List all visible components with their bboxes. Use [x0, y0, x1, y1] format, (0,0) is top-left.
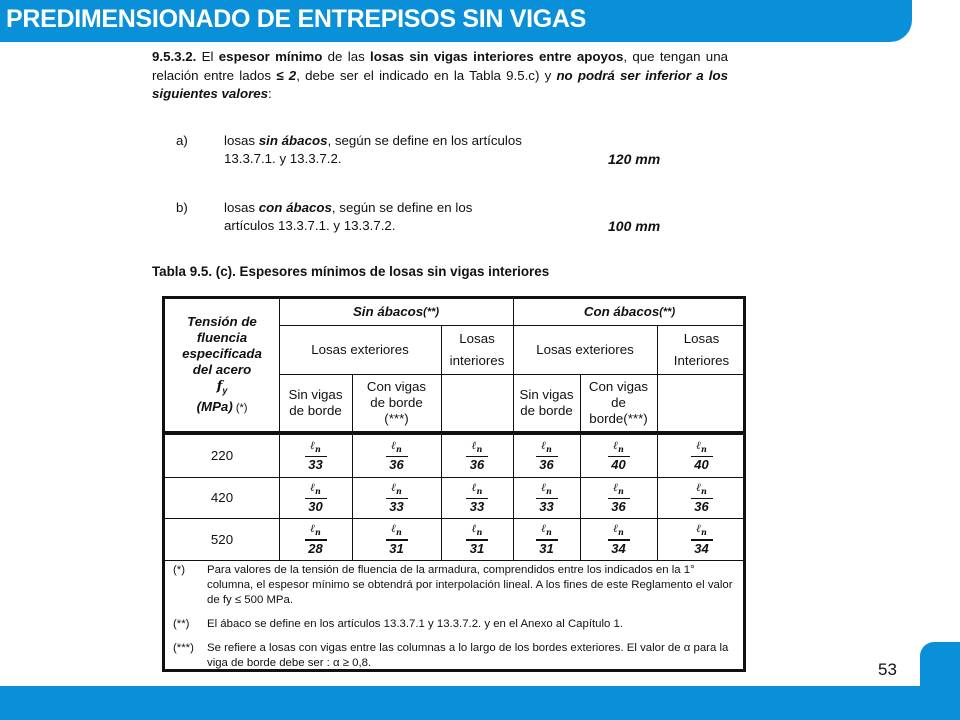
fy-symbol: $f_y$: [216, 379, 228, 396]
divisor: 36: [694, 499, 709, 515]
para-bold: espesor mínimo: [218, 49, 323, 64]
item-label: b): [176, 200, 188, 215]
item-pre: losas: [224, 133, 259, 148]
table-caption: Tabla 9.5. (c). Espesores mínimos de losas sin vigas interiores: [152, 264, 550, 279]
header-losas-interiores-2: [657, 325, 746, 374]
fy-value: 520: [210, 531, 234, 547]
header-text: Losas: [683, 330, 720, 346]
note-mark: (***): [173, 642, 194, 654]
note-mark: (*): [173, 564, 186, 576]
header-losas-exteriores-2: Losas exteriores: [536, 341, 634, 357]
divisor: 31: [469, 540, 485, 556]
divisor: 33: [308, 457, 323, 473]
header-text: Con ábacos: [583, 304, 660, 319]
item-text: [224, 132, 524, 168]
header-text: Losas: [459, 330, 495, 346]
fraction: [691, 440, 713, 473]
thickness-fraction: [279, 478, 352, 518]
para-text: :: [268, 86, 272, 101]
header-con-vigas: Con vigas de borde (***): [366, 378, 427, 426]
header-text: fluencia: [196, 330, 248, 346]
item-bold: con ábacos: [258, 200, 332, 215]
thickness-fraction: [513, 435, 580, 477]
note-text: El ábaco se define en los artículos 13.3.7.1 y 13.3.7.2. y en el Anexo al Capítulo 1.: [207, 618, 624, 630]
fraction: [386, 482, 408, 515]
ln-symbol: ℓ$_n$: [613, 480, 624, 496]
item-post: , según se define en los artículos 13.3.7.1. y 13.3.7.2.: [224, 133, 522, 166]
divisor: 31: [539, 540, 554, 556]
item-value: 100 mm: [608, 218, 661, 234]
divisor: 36: [389, 457, 404, 473]
divisor: 36: [469, 457, 485, 473]
ln-symbol: ℓ$_n$: [391, 522, 402, 538]
fraction: [691, 523, 713, 556]
ln-symbol: ℓ$_n$: [696, 438, 707, 454]
fraction: [305, 523, 327, 556]
para-bold: losas sin vigas interiores entre apoyos: [370, 49, 624, 64]
para-text: , que tengan una relación entre lados: [152, 49, 728, 83]
fraction: [608, 523, 630, 556]
item-label: a): [176, 133, 188, 148]
divisor: 33: [539, 499, 554, 515]
thickness-fraction: [657, 478, 746, 518]
thickness-fraction: [580, 519, 657, 560]
grid-line: [165, 560, 746, 561]
fraction: [608, 482, 630, 515]
ln-symbol: ℓ$_n$: [696, 522, 707, 538]
para-text: de las: [322, 49, 371, 64]
unit-label: (MPa) (*): [196, 398, 248, 414]
ln-symbol: ℓ$_n$: [391, 480, 402, 496]
header-text: Interiores: [673, 352, 730, 368]
ln-symbol: ℓ$_n$: [541, 438, 552, 454]
header-con-vigas-2: Con vigas de borde(***): [588, 378, 649, 426]
fraction: [536, 482, 558, 515]
note-mark: (**): [173, 618, 190, 630]
header-con-abacos: [513, 299, 746, 325]
fraction: [536, 523, 558, 556]
divisor: 40: [611, 457, 626, 473]
divisor: 33: [389, 499, 404, 515]
para-text: , debe ser el indicado en la Tabla 9.5.c) y: [296, 67, 557, 83]
fraction: [466, 523, 488, 556]
intro-paragraph: [152, 48, 728, 104]
thickness-fraction: [441, 478, 513, 518]
header-sin-abacos: [279, 299, 513, 325]
header-fy: [165, 299, 279, 431]
divisor: 34: [611, 540, 626, 556]
fraction: [536, 440, 558, 473]
divisor: 30: [308, 499, 323, 515]
ln-symbol: ℓ$_n$: [696, 480, 707, 496]
thickness-fraction: [352, 478, 441, 518]
thickness-fraction: [352, 519, 441, 560]
thickness-fraction: [279, 519, 352, 560]
ln-symbol: ℓ$_n$: [541, 522, 552, 538]
item-value: 120 mm: [608, 151, 661, 167]
divisor: 31: [389, 540, 404, 556]
header-losas-exteriores: Losas exteriores: [311, 341, 409, 357]
ln-symbol: ℓ$_n$: [310, 438, 321, 454]
page-title: PREDIMENSIONADO DE ENTREPISOS SIN VIGAS: [6, 5, 587, 33]
ln-symbol: ℓ$_n$: [310, 480, 321, 496]
header-mark: (**): [659, 306, 676, 318]
footer-band: [0, 686, 960, 720]
divisor: 36: [611, 499, 626, 515]
fraction: [691, 482, 713, 515]
fraction: [305, 440, 327, 473]
thickness-fraction: [441, 519, 513, 560]
page-number: 53: [878, 660, 897, 679]
item-text: [224, 199, 524, 235]
divisor: 40: [694, 457, 709, 473]
fraction: [466, 482, 488, 515]
header-text: Tensión de: [187, 314, 257, 330]
thickness-fraction: [441, 435, 513, 477]
thickness-table: [162, 296, 746, 672]
fraction: [466, 440, 488, 473]
fraction: [386, 440, 408, 473]
header-text: Sin ábacos: [352, 304, 424, 319]
ln-symbol: ℓ$_n$: [471, 438, 483, 454]
divisor: 28: [308, 540, 323, 556]
thickness-fraction: [513, 478, 580, 518]
fy-value: 420: [210, 490, 234, 505]
divisor: 36: [539, 457, 554, 473]
thickness-fraction: [279, 435, 352, 477]
fraction: [386, 523, 408, 556]
divisor: 33: [469, 499, 485, 515]
thickness-fraction: [657, 435, 746, 477]
note-text: Se refiere a losas con vigas entre las columnas a lo largo de los bordes exteriores. El valor de α para la viga de borde debe ser : α ≥ 0,8.: [207, 642, 729, 669]
thickness-fraction: [352, 435, 441, 477]
header-text: interiores: [449, 352, 505, 368]
ln-symbol: ℓ$_n$: [310, 522, 321, 538]
header-text: del acero: [192, 362, 252, 378]
thickness-fraction: [580, 478, 657, 518]
header-sin-vigas-2: Sin vigas de borde: [519, 386, 574, 418]
ln-symbol: ℓ$_n$: [613, 522, 624, 538]
divisor: 34: [694, 540, 709, 556]
para-text: El: [196, 49, 219, 64]
header-text: especificada: [182, 346, 262, 362]
header-sin-vigas: Sin vigas de borde: [288, 386, 343, 418]
fraction: [305, 482, 327, 515]
para-bold-italic: no podrá ser inferior a los siguientes valores: [152, 67, 729, 101]
note-text: Para valores de la tensión de fluencia de la armadura, comprendidos entre los indicados en la 1° columna, el espesor mínimo se obtendrá por interpolación lineal. A los fines de este Reglamento el valor de fy ≤ 500 MPa.: [207, 564, 733, 606]
thickness-fraction: [657, 519, 746, 560]
thickness-fraction: [580, 435, 657, 477]
ratio-symbol: ≤ 2: [276, 67, 297, 83]
footer-tab: [920, 642, 960, 692]
ln-symbol: ℓ$_n$: [541, 480, 552, 496]
ln-symbol: ℓ$_n$: [613, 438, 624, 454]
item-bold: sin ábacos: [258, 133, 328, 148]
fy-value: 220: [210, 448, 234, 463]
item-pre: losas: [224, 200, 259, 215]
header-losas-interiores: [441, 325, 513, 374]
header-mark: (**): [423, 306, 440, 318]
thickness-fraction: [513, 519, 580, 560]
article-number: 9.5.3.2.: [152, 49, 197, 64]
fraction: [608, 440, 630, 473]
item-post: , según se define en los artículos 13.3.7.1. y 13.3.7.2.: [224, 200, 473, 233]
ln-symbol: ℓ$_n$: [391, 438, 402, 454]
ln-symbol: ℓ$_n$: [471, 480, 483, 496]
ln-symbol: ℓ$_n$: [471, 522, 483, 538]
